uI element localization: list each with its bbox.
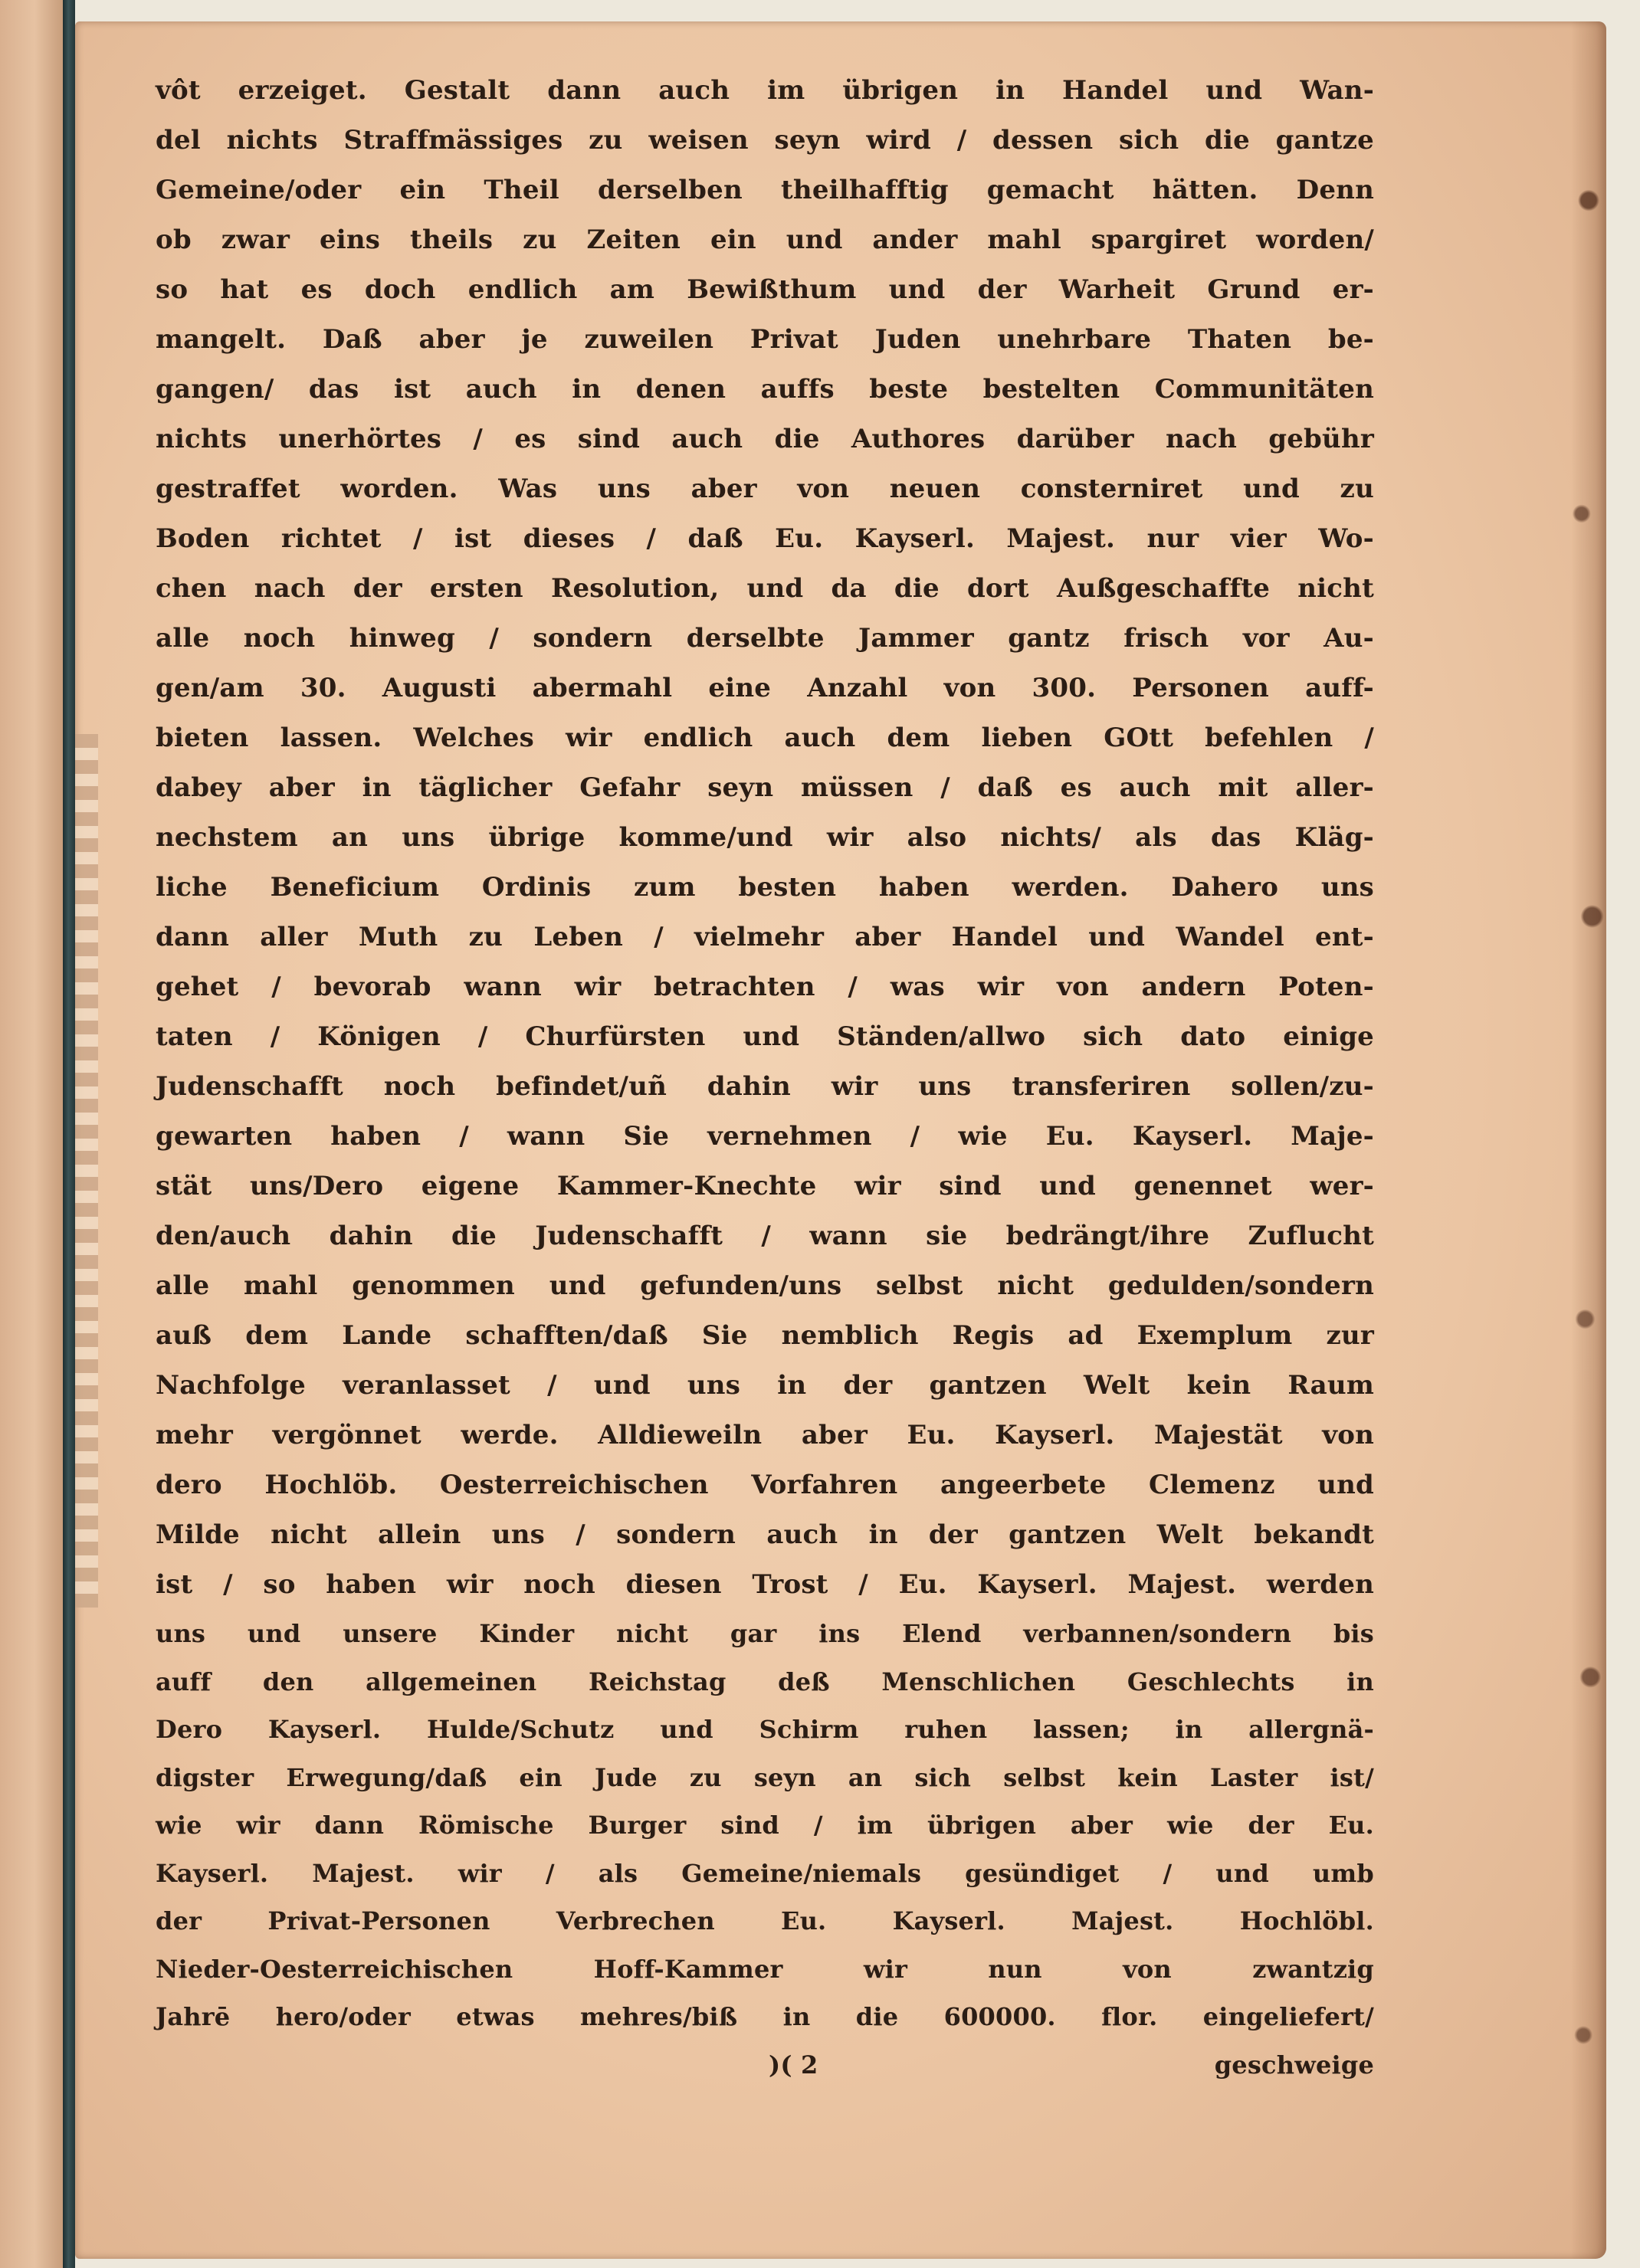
text-line: gestraffet worden. Was uns aber von neuen consterniret und zu	[156, 474, 1374, 504]
book-spine	[63, 0, 75, 2268]
text-line: mangelt. Daß aber je zuweilen Privat Juden unehrbare Thaten be-	[156, 324, 1374, 355]
text-line: der Privat-Personen Verbrechen Eu. Kayserl. Majest. Hochlöbl.	[156, 1906, 1374, 1935]
text-line: den/auch dahin die Judenschafft / wann sie bedrängt/ihre Zuflucht	[156, 1221, 1374, 1251]
text-line: dann aller Muth zu Leben / vielmehr aber Handel und Wandel ent-	[156, 922, 1374, 952]
text-line: so hat es doch endlich am Bewißthum und der Warheit Grund er-	[156, 274, 1374, 305]
text-line: taten / Königen / Churfürsten und Ständen/allwo sich dato einige	[156, 1021, 1374, 1052]
text-line: nichts unerhörtes / es sind auch die Authores darüber nach gebühr	[156, 424, 1374, 454]
text-line: auß dem Lande schafften/daß Sie nemblich Regis ad Exemplum zur	[156, 1320, 1374, 1351]
text-line: Dero Kayserl. Hulde/Schutz und Schirm ruhen lassen; in allergnä-	[156, 1715, 1374, 1744]
text-line: vôt erzeiget. Gestalt dann auch im übrigen in Handel und Wan-	[156, 75, 1374, 106]
facing-page-edge	[0, 0, 64, 2268]
text-line: Boden richtet / ist dieses / daß Eu. Kayserl. Majest. nur vier Wo-	[156, 523, 1374, 554]
binding-edge	[75, 734, 98, 1608]
text-line: gen/am 30. Augusti abermahl eine Anzahl von 300. Personen auff-	[156, 673, 1374, 703]
text-line: uns und unsere Kinder nicht gar ins Elend verbannen/sondern bis	[156, 1619, 1374, 1648]
text-line: wie wir dann Römische Burger sind / im übrigen aber wie der Eu.	[156, 1811, 1374, 1840]
text-line: alle mahl genommen und gefunden/uns selbst nicht gedulden/sondern	[156, 1270, 1374, 1301]
footer-line	[156, 2041, 1374, 2089]
text-line: del nichts Straffmässiges zu weisen seyn wird / dessen sich die gantze	[156, 125, 1374, 156]
text-line: auff den allgemeinen Reichstag deß Menschlichen Geschlechts in	[156, 1667, 1374, 1696]
text-line: gangen/ das ist auch in denen auffs beste bestelten Communitäten	[156, 374, 1374, 405]
text-line: Milde nicht allein uns / sondern auch in der gantzen Welt bekandt	[156, 1519, 1374, 1550]
text-line: ob zwar eins theils zu Zeiten ein und ander mahl spargiret worden/	[156, 225, 1374, 255]
text-line: Judenschafft noch befindet/uñ dahin wir uns transferiren sollen/zu-	[156, 1071, 1374, 1102]
text-line: stät uns/Dero eigene Kammer-Knechte wir sind und genennet wer-	[156, 1171, 1374, 1201]
text-line: bieten lassen. Welches wir endlich auch dem lieben GOtt befehlen /	[156, 723, 1374, 753]
text-line: digster Erwegung/daß ein Jude zu seyn an sich selbst kein Laster ist/	[156, 1762, 1374, 1792]
signature-mark: )( 2	[769, 2050, 818, 2080]
body-text	[156, 66, 1374, 2089]
text-line: Gemeine/oder ein Theil derselben theilhafftig gemacht hätten. Denn	[156, 175, 1374, 205]
text-line: gewarten haben / wann Sie vernehmen / wie Eu. Kayserl. Maje-	[156, 1121, 1374, 1152]
text-line: mehr vergönnet werde. Alldieweiln aber Eu. Kayserl. Majestät von	[156, 1420, 1374, 1450]
text-line: Nieder-Oesterreichischen Hoff-Kammer wir nun von zwantzig	[156, 1954, 1374, 1984]
text-line: ist / so haben wir noch diesen Trost / Eu. Kayserl. Majest. werden	[156, 1569, 1374, 1600]
text-line: Jahrē hero/oder etwas mehres/biß in die 600000. flor. eingeliefert/	[156, 2002, 1374, 2031]
text-line: liche Beneficium Ordinis zum besten haben werden. Dahero uns	[156, 872, 1374, 903]
text-line: Nachfolge veranlasset / und uns in der gantzen Welt kein Raum	[156, 1370, 1374, 1401]
page-leaf	[75, 21, 1606, 2259]
text-line: nechstem an uns übrige komme/und wir also nichts/ als das Kläg-	[156, 822, 1374, 853]
text-line: gehet / bevorab wann wir betrachten / was wir von andern Poten-	[156, 972, 1374, 1002]
text-line: Kayserl. Majest. wir / als Gemeine/niemals gesündiget / und umb	[156, 1858, 1374, 1888]
foxing-stains	[1571, 21, 1606, 2259]
text-line: dero Hochlöb. Oesterreichischen Vorfahren angeerbete Clemenz und	[156, 1470, 1374, 1500]
text-line: alle noch hinweg / sondern derselbte Jammer gantz frisch vor Au-	[156, 623, 1374, 654]
catchword: geschweige	[1214, 2050, 1374, 2080]
text-line: chen nach der ersten Resolution, und da die dort Außgeschaffte nicht	[156, 573, 1374, 604]
text-line: dabey aber in täglicher Gefahr seyn müssen / daß es auch mit aller-	[156, 772, 1374, 803]
